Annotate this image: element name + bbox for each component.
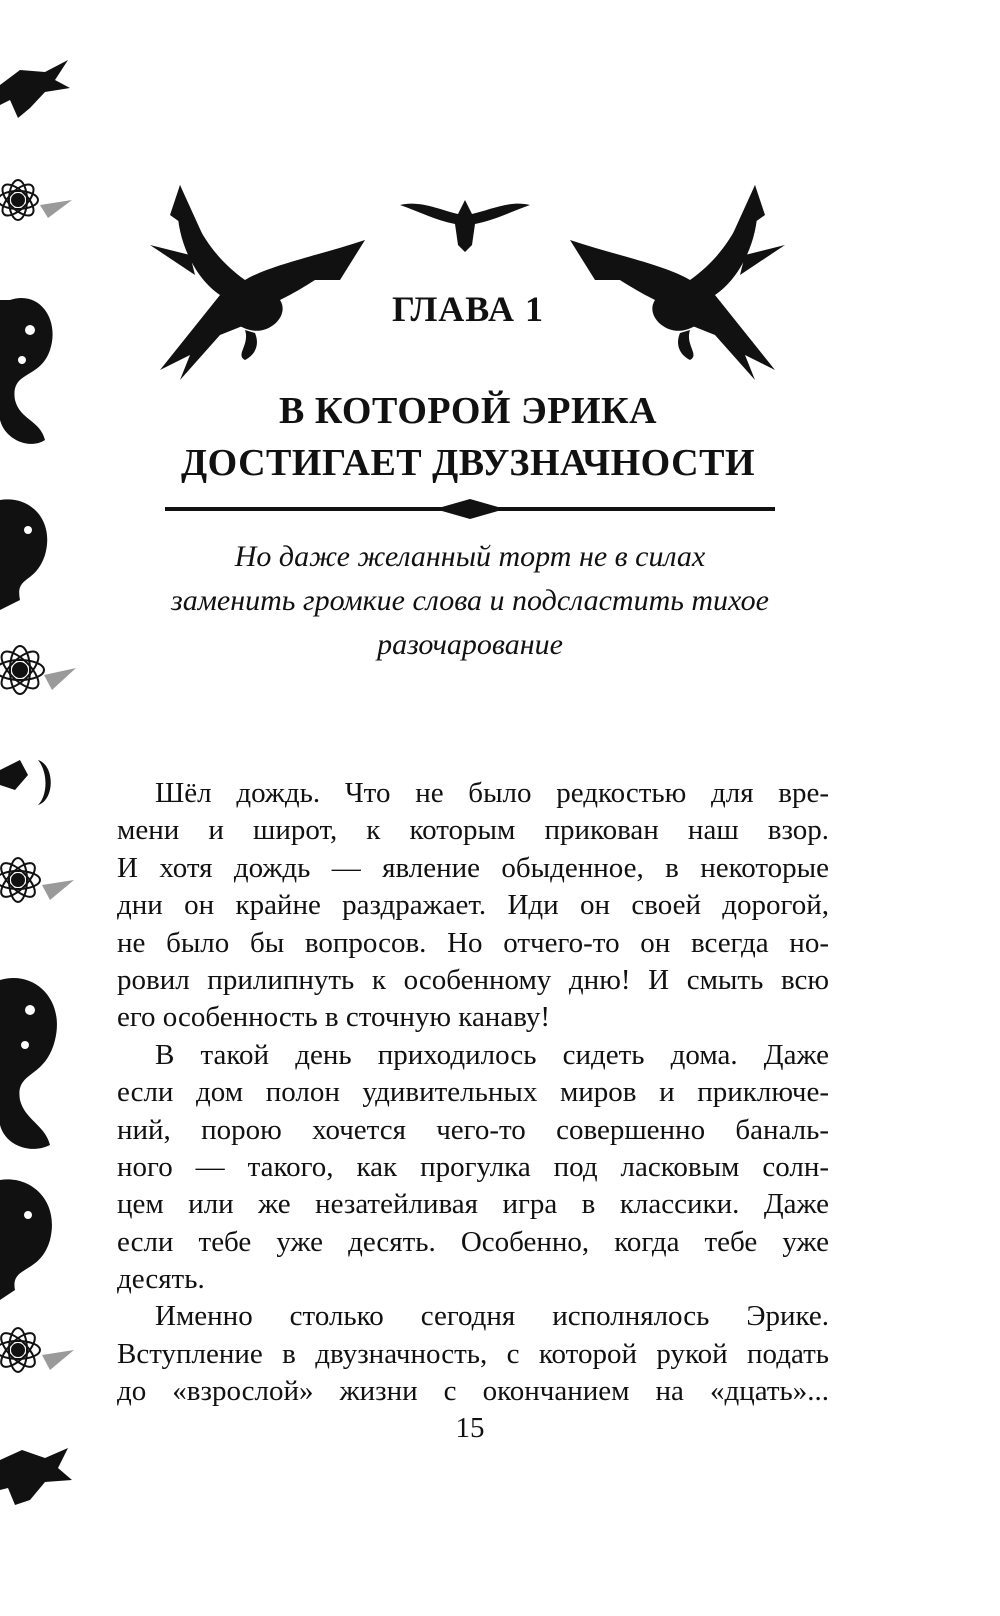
body-line: не было бы вопросов. Но отчего-то он всегда но- <box>117 926 829 959</box>
body-line: до «взрослой» жизни с окончанием на «дцать»... <box>117 1375 829 1408</box>
body-line: Вступление в двузначность, с которой рукой подать <box>117 1337 829 1370</box>
page-number: 15 <box>455 1412 485 1444</box>
chapter-title-line: В КОТОРОЙ ЭРИКА <box>278 390 658 432</box>
body-line: если тебе уже десять. Особенно, когда тебе уже <box>117 1225 829 1258</box>
body-line: Именно столько сегодня исполнялось Эрике. <box>155 1300 829 1333</box>
body-line: цем или же незатейливая игра в классики. Даже <box>117 1188 829 1221</box>
body-line: ного — такого, как прогулка под ласковым солн- <box>117 1150 829 1183</box>
body-line: Шёл дождь. Что не было редкостью для вре- <box>155 777 829 809</box>
epigraph-line: Но даже желанный торт не в силах <box>234 540 706 573</box>
crow-left-icon <box>150 185 375 385</box>
body-line: его особенность в сточную канаву! <box>117 1001 551 1034</box>
body-line: мени и широт, к которым прикован наш взор. <box>117 814 829 847</box>
chapter-label: ГЛАВА 1 <box>391 289 545 329</box>
crow-right-icon <box>560 185 785 385</box>
epigraph-line: заменить громкие слова и подсластить тихое <box>171 584 769 617</box>
body-line: если дом полон удивительных миров и приключе- <box>117 1076 829 1109</box>
crow-small-icon <box>400 190 530 260</box>
body-text <box>117 775 829 1411</box>
body-line: В такой день приходилось сидеть дома. Даже <box>155 1038 829 1071</box>
chapter-title-line: ДОСТИГАЕТ ДВУЗНАЧНОСТИ <box>180 442 756 484</box>
body-line: ний, порою хочется чего-то совершенно баналь- <box>117 1113 829 1146</box>
body-line: дни он крайне раздражает. Иди он своей дорогой, <box>117 889 829 922</box>
body-line: ровил прилипнуть к особенному дню! И смыть всю <box>117 963 829 996</box>
chapter-title <box>140 385 796 489</box>
ornament-border-icon <box>0 0 80 1616</box>
divider-diamond-icon <box>165 496 775 522</box>
body-line: десять. <box>117 1263 205 1296</box>
epigraph-line: разочарование <box>377 628 563 661</box>
epigraph <box>120 535 820 667</box>
body-line: И хотя дождь — явление обыденное, в некоторые <box>117 851 829 884</box>
